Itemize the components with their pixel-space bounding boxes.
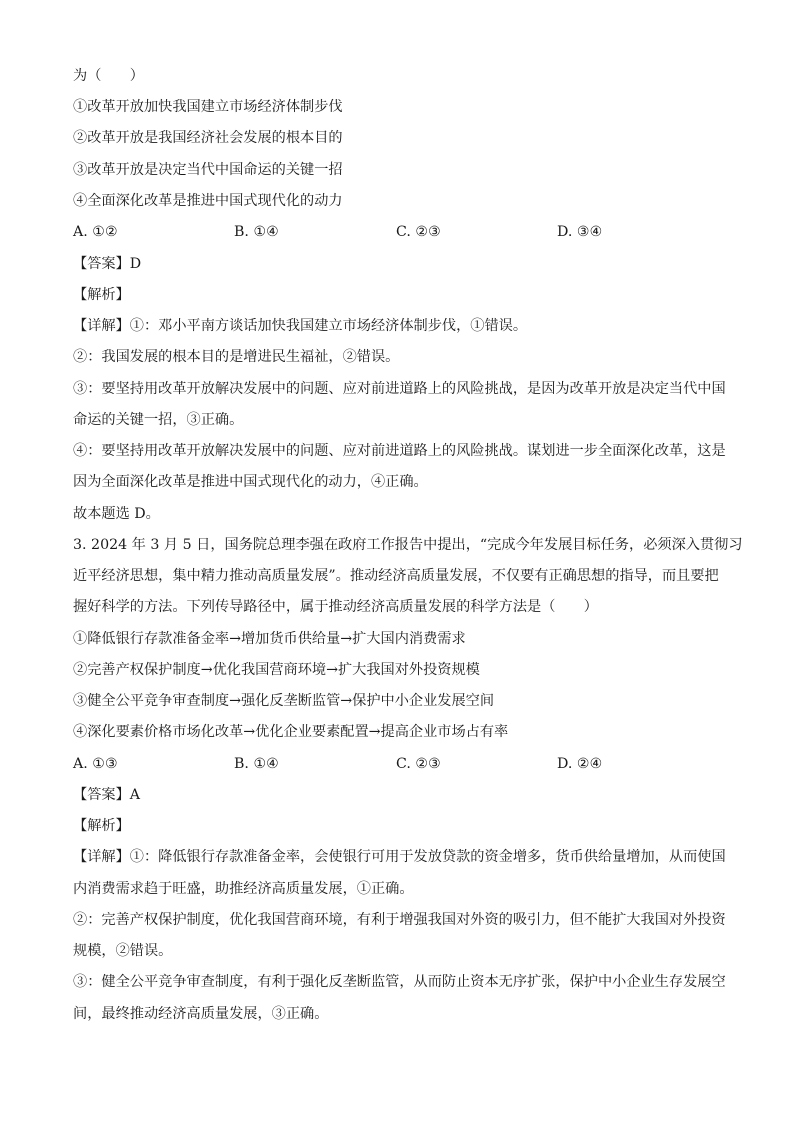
q2-option-d: D. ③④ xyxy=(557,224,603,240)
q2-item-3: ③改革开放是决定当代中国命运的关键一招 xyxy=(73,162,343,178)
q2-option-b: B. ①④ xyxy=(234,224,279,240)
detail-tag: 【详解】 xyxy=(73,318,130,334)
q3-stem-1: 3. 2024 年 3 月 5 日，国务院总理李强在政府工作报告中提出，“完成今年发展目标任务，必须深入贯彻习 xyxy=(73,537,743,553)
q3-option-c: C. ②③ xyxy=(396,756,441,772)
q3-item-2: ②完善产权保护制度→优化我国营商环境→扩大我国对外投资规模 xyxy=(73,662,480,678)
answer-tag: 【答案】 xyxy=(73,787,130,803)
q2-item-4: ④全面深化改革是推进中国式现代化的动力 xyxy=(73,193,343,209)
q2-detail-4: 命运的关键一招，③正确。 xyxy=(73,412,244,428)
q3-detail-3: ②：完善产权保护制度，优化我国营商环境，有利于增强我国对外资的吸引力，但不能扩大我国对外投资 xyxy=(73,912,726,928)
q2-detail-5: ④：要坚持用改革开放解决发展中的问题、应对前进道路上的风险挑战。谋划进一步全面深化改革，这是 xyxy=(73,443,726,459)
q2-detail-1 xyxy=(73,316,527,336)
q2-answer xyxy=(73,254,141,274)
q3-option-b: B. ①④ xyxy=(234,756,279,772)
answer-value: D xyxy=(129,256,142,272)
q3-detail-4: 规模，②错误。 xyxy=(73,943,173,959)
q3-item-4: ④深化要素价格市场化改革→优化企业要素配置→提高企业市场占有率 xyxy=(73,724,509,740)
q3-option-d: D. ②④ xyxy=(557,756,603,772)
q3-stem-3: 握好科学的方法。下列传导路径中，属于推动经济高质量发展的科学方法是（ ） xyxy=(73,599,598,615)
q3-detail-5: ③：健全公平竞争审查制度，有利于强化反垄断监管，从而防止资本无序扩张，保护中小企业生存发展空 xyxy=(73,974,726,990)
q3-analysis-tag: 【解析】 xyxy=(73,818,130,834)
answer-tag: 【答案】 xyxy=(73,256,130,272)
q3-detail-6: 间，最终推动经济高质量发展，③正确。 xyxy=(73,1006,329,1022)
detail-text: ①：邓小平南方谈话加快我国建立市场经济体制步伐，①错误。 xyxy=(129,318,528,334)
detail-text: ①：降低银行存款准备金率，会使银行可用于发放贷款的资金增多，货币供给量增加，从而使国 xyxy=(129,849,726,865)
q2-detail-3: ③：要坚持用改革开放解决发展中的问题、应对前进道路上的风险挑战，是因为改革开放是决定当代中国 xyxy=(73,381,726,397)
q3-option-a: A. ①③ xyxy=(73,756,118,772)
q3-item-1: ①降低银行存款准备金率→增加货币供给量→扩大国内消费需求 xyxy=(73,631,466,647)
q2-conclusion: 故本题选 D。 xyxy=(73,506,160,522)
q3-detail-2: 内消费需求趋于旺盛，助推经济高质量发展，①正确。 xyxy=(73,881,414,897)
detail-tag: 【详解】 xyxy=(73,849,130,865)
q2-item-2: ②改革开放是我国经济社会发展的根本目的 xyxy=(73,130,343,146)
q3-answer xyxy=(73,785,140,805)
q3-detail-1 xyxy=(73,847,726,867)
q2-detail-2: ②：我国发展的根本目的是增进民生福祉，②错误。 xyxy=(73,349,400,365)
q3-item-3: ③健全公平竞争审查制度→强化反垄断监管→保护中小企业发展空间 xyxy=(73,693,495,709)
q2-stem-tail: 为（ ） xyxy=(73,68,144,84)
q2-option-c: C. ②③ xyxy=(396,224,441,240)
q2-analysis-tag: 【解析】 xyxy=(73,287,130,303)
q2-item-1: ①改革开放加快我国建立市场经济体制步伐 xyxy=(73,99,343,115)
q3-stem-2: 近平经济思想，集中精力推动高质量发展”。推动经济高质量发展，不仅要有正确思想的指导，而且要把 xyxy=(73,568,719,584)
q2-detail-6: 因为全面深化改革是推进中国式现代化的动力，④正确。 xyxy=(73,474,428,490)
answer-value: A xyxy=(129,787,141,803)
q2-option-a: A. ①② xyxy=(73,224,118,240)
